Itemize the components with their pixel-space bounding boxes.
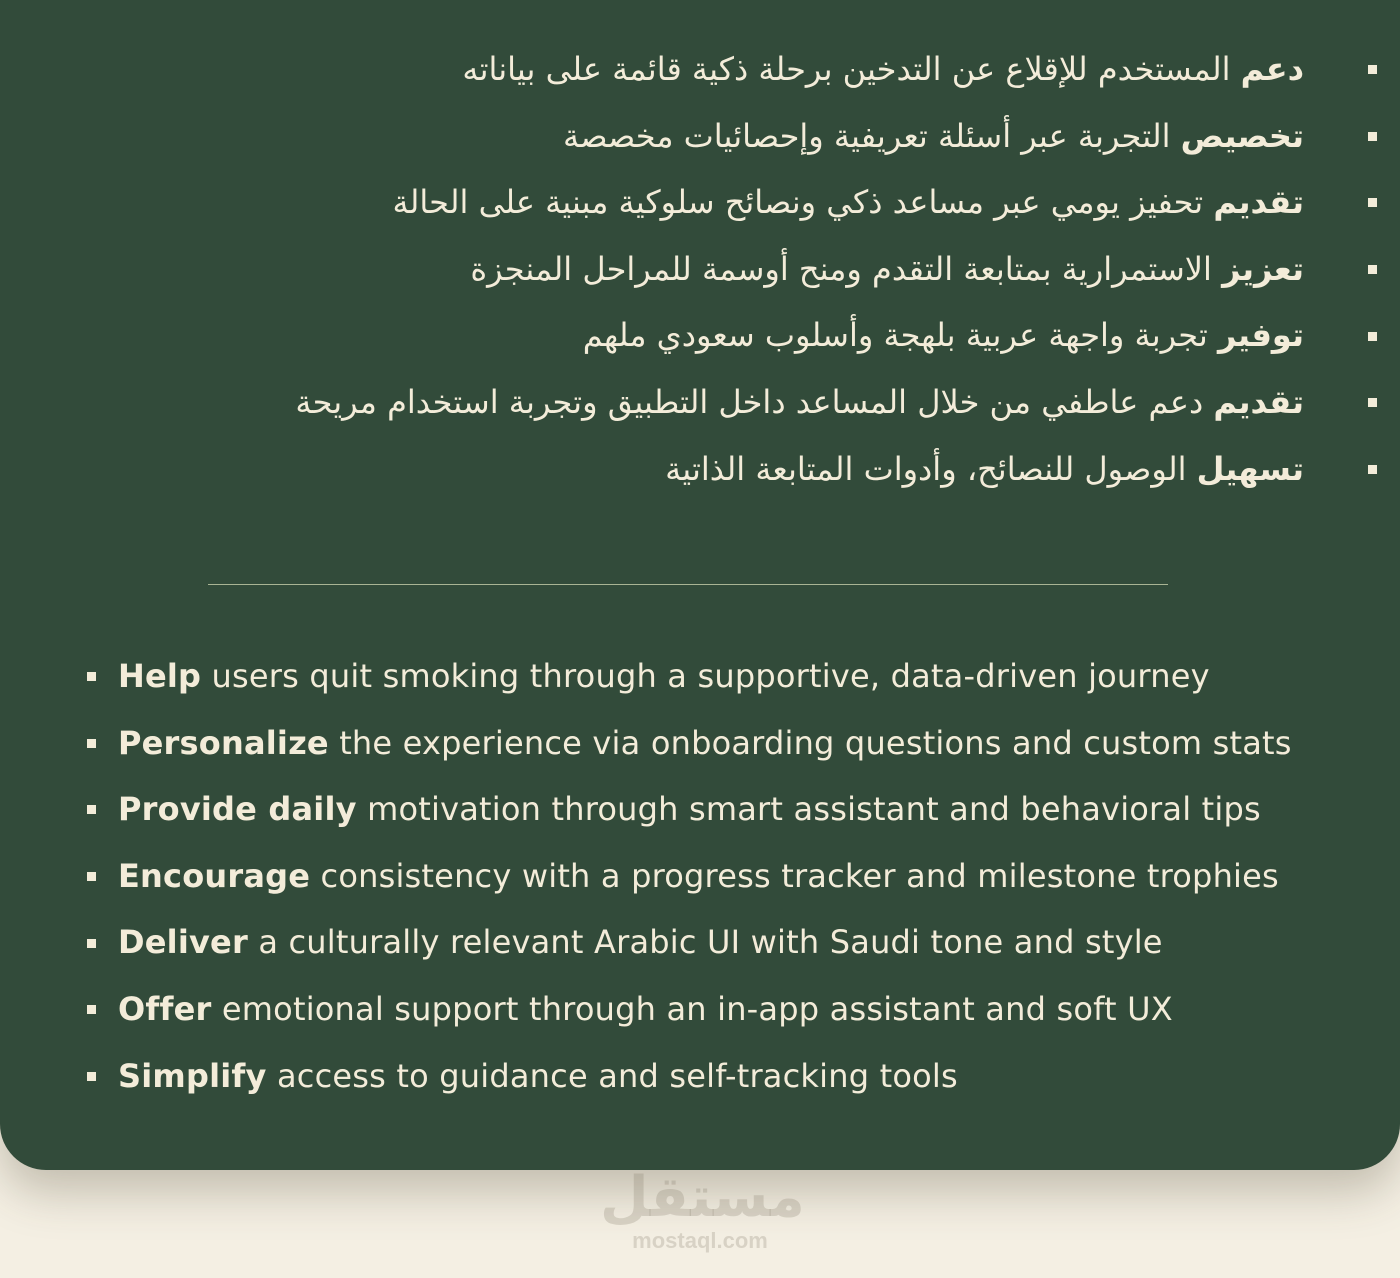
- arabic-goal-text: دعم عاطفي من خلال المساعد داخل التطبيق وتجربة استخدام مريحة: [295, 382, 1204, 421]
- english-goal-item: [118, 843, 1292, 910]
- english-goal-item: [118, 776, 1292, 843]
- arabic-goal-item: [295, 302, 1304, 369]
- arabic-goal-keyword: توفير: [1218, 316, 1304, 355]
- english-goal-item: [118, 643, 1292, 710]
- english-goal-text: users quit smoking through a supportive, data-driven journey: [211, 657, 1210, 695]
- english-goal-item: [118, 710, 1292, 777]
- english-goal-text: motivation through smart assistant and behavioral tips: [367, 790, 1261, 829]
- english-goal-keyword: Personalize: [118, 723, 329, 762]
- arabic-goal-keyword: تقديم: [1213, 183, 1304, 222]
- arabic-goals-list: [295, 36, 1304, 502]
- english-goal-text: a culturally relevant Arabic UI with Saudi tone and style: [258, 923, 1163, 962]
- english-goal-text: consistency with a progress tracker and milestone trophies: [320, 856, 1279, 895]
- arabic-goal-item: [295, 436, 1304, 503]
- watermark-url: mostaql.com: [632, 1228, 768, 1253]
- english-goal-item: [118, 909, 1292, 976]
- arabic-goal-item: [295, 169, 1304, 236]
- english-goal-keyword: Provide daily: [118, 790, 357, 829]
- english-goal-keyword: Deliver: [118, 923, 248, 962]
- english-goal-keyword: Offer: [118, 989, 212, 1028]
- arabic-goal-text: التجربة عبر أسئلة تعريفية وإحصائيات مخصصة: [563, 116, 1171, 155]
- english-goal-keyword: Help: [118, 657, 202, 695]
- english-goal-item: [118, 976, 1292, 1043]
- mostaql-watermark: [600, 1165, 805, 1254]
- arabic-goal-keyword: دعم: [1240, 50, 1304, 88]
- arabic-goal-keyword: تقديم: [1213, 382, 1304, 421]
- arabic-goal-keyword: تسهيل: [1196, 449, 1304, 488]
- english-goal-text: access to guidance and self-tracking tools: [276, 1056, 958, 1095]
- english-goal-text: the experience via onboarding questions and custom stats: [339, 723, 1292, 762]
- arabic-goal-item: [295, 36, 1304, 103]
- arabic-goal-text: الاستمرارية بمتابعة التقدم ومنح أوسمة للمراحل المنجزة: [470, 249, 1212, 288]
- arabic-goal-text: الوصول للنصائح، وأدوات المتابعة الذاتية: [665, 449, 1187, 488]
- watermark-logo: مستقل: [600, 1165, 805, 1230]
- english-goals-list: [118, 643, 1292, 1109]
- arabic-goal-text: تجربة واجهة عربية بلهجة وأسلوب سعودي ملهم: [582, 316, 1208, 355]
- arabic-goal-keyword: تخصيص: [1180, 116, 1304, 155]
- arabic-goal-item: [295, 369, 1304, 436]
- arabic-goal-item: [295, 103, 1304, 170]
- arabic-goal-keyword: تعزيز: [1222, 249, 1304, 288]
- english-goal-text: emotional support through an in-app assistant and soft UX: [221, 989, 1173, 1028]
- arabic-goal-item: [295, 236, 1304, 303]
- english-goal-item: [118, 1043, 1292, 1110]
- section-divider: [208, 584, 1168, 585]
- arabic-goal-text: تحفيز يومي عبر مساعد ذكي ونصائح سلوكية مبنية على الحالة: [392, 183, 1204, 222]
- english-goal-keyword: Encourage: [118, 856, 311, 895]
- english-goal-keyword: Simplify: [118, 1056, 267, 1095]
- arabic-goal-text: المستخدم للإقلاع عن التدخين برحلة ذكية قائمة على بياناته: [462, 50, 1231, 88]
